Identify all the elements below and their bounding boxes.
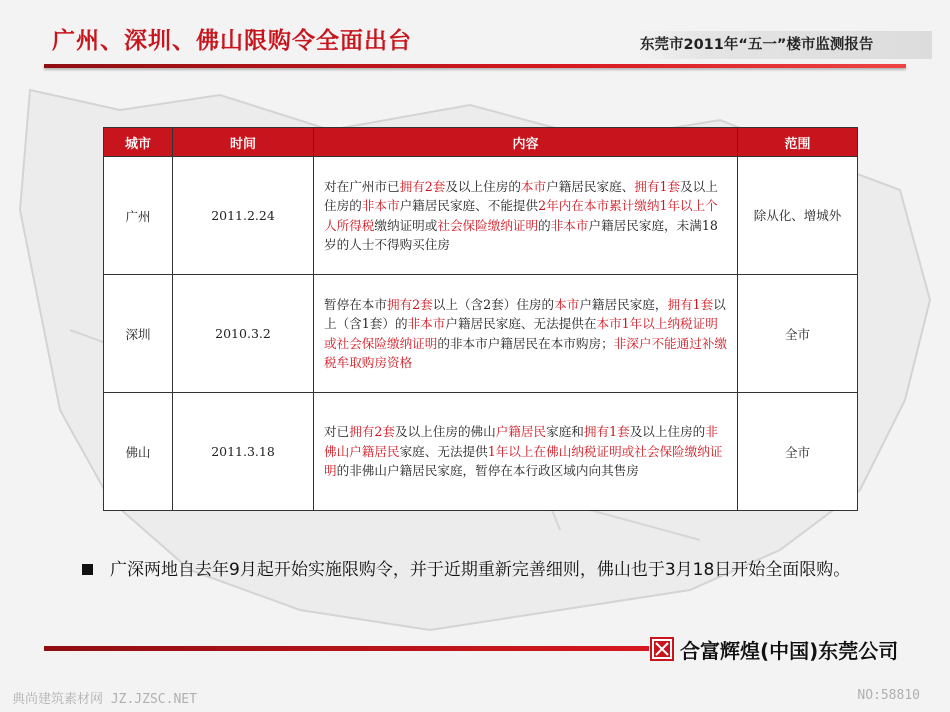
- logo-text: 合富辉煌(中国)东莞公司: [680, 638, 899, 663]
- highlight-text: 2年内在本市累计缴纳1年以上个人所得税: [324, 198, 718, 233]
- table-row: [104, 275, 858, 393]
- content-text: 及以上住房的: [324, 178, 718, 213]
- content-text: 及以上住房的: [445, 178, 521, 194]
- highlight-text: 本市1年以上纳税证明或社会保险缴纳证明: [324, 316, 718, 351]
- cell-date: 2011.3.18: [173, 393, 314, 511]
- highlight-text: 非佛山户籍居民: [324, 424, 718, 459]
- content-text: 户籍居民家庭，未满18岁的人士不得购买住房: [324, 217, 718, 252]
- cell-date: 2010.3.2: [173, 275, 314, 393]
- content-text: 暂停在本市: [324, 296, 387, 312]
- content-text: 的非佛山户籍居民家庭，暂停在本行政区域内向其售房: [336, 463, 639, 479]
- cell-content: [314, 393, 738, 511]
- content-text: 的: [538, 217, 551, 233]
- highlight-text: 本市: [554, 296, 580, 312]
- logo-mark-icon: [650, 637, 674, 661]
- summary-text: 广深两地自去年9月起开始实施限购令，并于近期重新完善细则，佛山也于3月18日开始全面限购。: [110, 560, 851, 580]
- company-logo: [650, 632, 898, 666]
- footer-watermark: [0, 682, 950, 712]
- content-text: 户籍居民家庭、无法提供在: [445, 316, 597, 331]
- cell-content: [314, 275, 738, 393]
- table-row: [104, 393, 858, 511]
- highlight-text: 非深户不能通过补缴税牟取购房资格: [324, 335, 727, 370]
- bottom-divider: [44, 646, 649, 651]
- header-range: 范围: [738, 128, 858, 157]
- report-tag: 东莞市2011年“五一”楼市监测报告: [632, 31, 932, 59]
- content-text: 对已: [324, 424, 350, 440]
- highlight-text: 1年以上在佛山纳税证明或社会保险缴纳证明: [324, 443, 723, 479]
- content-text: 以上（含2套）住房的: [432, 296, 555, 312]
- highlight-text: 拥有1套: [667, 296, 714, 312]
- content-text: 户籍居民家庭，: [579, 296, 668, 312]
- content-text: 及以上住房的佛山: [394, 424, 496, 440]
- watermark-right: NO:58810: [857, 688, 920, 703]
- cell-city: 广州: [104, 157, 173, 275]
- cell-range-text: 除从化、增城外: [753, 208, 842, 223]
- header-content: 内容: [314, 128, 738, 157]
- table-row: [104, 157, 858, 275]
- cell-range: 全市: [738, 275, 858, 393]
- header-time: 时间: [173, 128, 314, 157]
- highlight-text: 非本市: [407, 316, 446, 331]
- cell-range: 全市: [738, 393, 858, 511]
- square-bullet-icon: [82, 564, 93, 575]
- highlight-text: 拥有2套: [386, 296, 433, 312]
- cell-date: 2011.2.24: [173, 157, 314, 275]
- cell-city: 深圳: [104, 275, 173, 393]
- content-text: 户籍居民家庭、不能提供: [399, 198, 539, 213]
- highlight-text: 非本市: [361, 198, 400, 213]
- top-divider: [44, 64, 906, 68]
- page-title: 广州、深圳、佛山限购令全面出台: [52, 28, 412, 54]
- content-text: 缴纳证明或: [374, 217, 438, 233]
- highlight-text: 拥有1套: [583, 424, 630, 440]
- header-city: 城市: [104, 128, 173, 157]
- highlight-text: 户籍居民: [495, 424, 547, 440]
- highlight-text: 非本市: [550, 217, 589, 233]
- highlight-text: 拥有2套: [399, 178, 446, 194]
- content-text: 家庭、无法提供: [399, 443, 488, 459]
- highlight-text: 本市: [520, 178, 547, 194]
- content-text: 家庭和: [546, 424, 584, 440]
- content-text: 对在广州市已: [324, 178, 400, 194]
- cell-content: [314, 157, 738, 275]
- content-text: 及以上住房的: [629, 424, 706, 440]
- content-text: 的非本市户籍居民在本市购房；: [437, 335, 614, 351]
- highlight-text: 拥有1套: [634, 178, 681, 194]
- policy-table: [103, 127, 858, 511]
- cell-city: 佛山: [104, 393, 173, 511]
- table-header-row: [104, 128, 858, 157]
- highlight-text: 拥有2套: [349, 424, 395, 440]
- cell-range: [738, 157, 858, 275]
- highlight-text: 社会保险缴纳证明: [437, 217, 539, 233]
- watermark-left: 典尚建筑素材网 JZ.JZSC.NET: [12, 692, 197, 707]
- content-text: 以上（含1套）的: [324, 296, 726, 331]
- content-text: 户籍居民家庭、: [546, 178, 635, 194]
